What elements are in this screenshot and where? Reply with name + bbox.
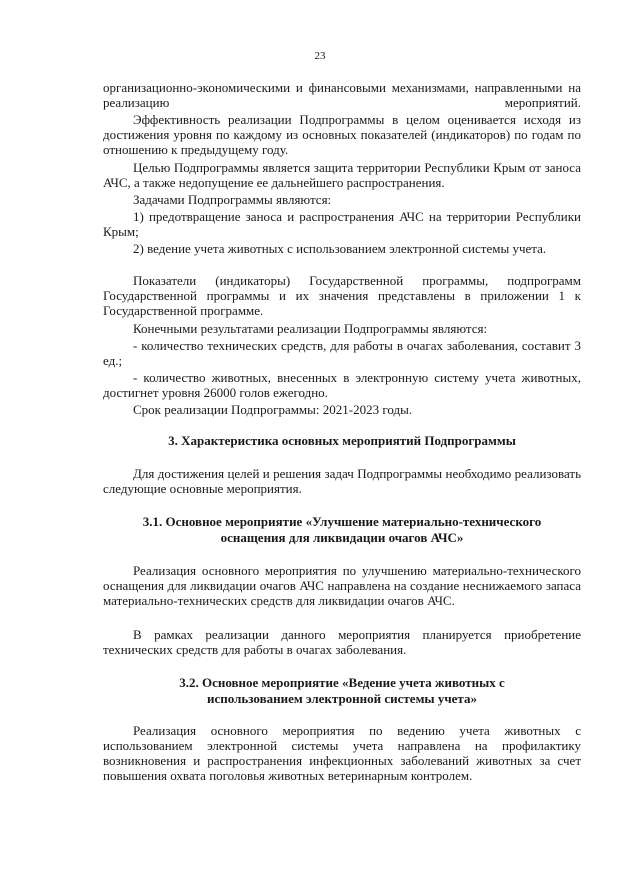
paragraph-goal: Целью Подпрограммы является защита территории Республики Крым от заноса АЧС, а также недопущение ее дальнейшего распространения. [103, 160, 581, 190]
task-item-2: 2) ведение учета животных с использованием электронной системы учета. [133, 241, 547, 256]
page-number: 23 [314, 50, 326, 62]
paragraph-indicators: Показатели (индикаторы) Государственной программы, подпрограмм Государственной программы и их значения представлены в приложении 1 к Государственной программе. [103, 273, 581, 318]
task-item-1: 1) предотвращение заноса и распространения АЧС на территории Республики Крым; [103, 209, 581, 239]
paragraph-period: Срок реализации Подпрограммы: 2021-2023 годы. [133, 402, 413, 417]
section-3-2-heading: 3.2. Основное мероприятие «Ведение учета животных с использованием электронной системы учета» [179, 675, 505, 706]
section-3-1-heading: 3.1. Основное мероприятие «Улучшение материально-технического оснащения для ликвидации очагов АЧС» [142, 514, 542, 545]
paragraph-effectiveness: Эффективность реализации Подпрограммы в целом оценивается исходя из достижения уровня по каждому из основных показателей (индикаторов) по годам по отношению к предыдущему году. [103, 112, 581, 157]
section-3-2-text: Реализация основного мероприятия по ведению учета животных с использованием электронной системы учета направлена на профилактику возникновения и распространения инфекционных заболеваний животных за счет повышения охвата поголовья животных ветеринарным контролем. [103, 723, 581, 783]
section-3-text: Для достижения целей и решения задач Подпрограммы необходимо реализовать следующие основные мероприятия. [103, 466, 581, 496]
result-item-1: - количество технических средств, для работы в очагах заболевания, составит 3 ед.; [103, 338, 581, 368]
paragraph-tasks-intro: Задачами Подпрограммы являются: [133, 192, 332, 207]
section-3-1-paragraph-1: Реализация основного мероприятия по улучшению материально-технического оснащения для ликвидации очагов АЧС направлена на создание неснижаемого запаса материально-технических средств для ликвидации очагов АЧС. [103, 563, 581, 608]
section-3-1-paragraph-2: В рамках реализации данного мероприятия планируется приобретение технических средств для работы в очагах заболевания. [103, 627, 581, 657]
paragraph-results-intro: Конечными результатами реализации Подпрограммы являются: [133, 321, 488, 336]
result-item-2: - количество животных, внесенных в электронную систему учета животных, достигнет уровня 26000 голов ежегодно. [103, 370, 581, 400]
paragraph-continuation: организационно-экономическими и финансовыми механизмами, направленными на реализацию мероприятий. [103, 80, 581, 110]
section-3-heading: 3. Характеристика основных мероприятий Подпрограммы [168, 433, 516, 448]
